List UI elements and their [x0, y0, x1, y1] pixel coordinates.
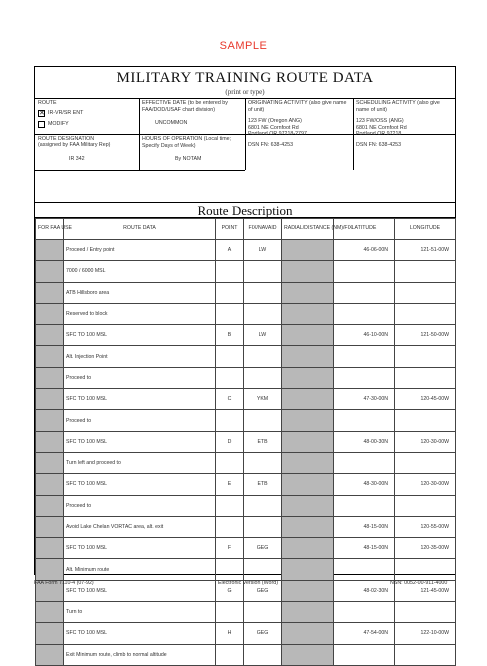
fix-cell — [244, 261, 282, 282]
longitude-cell — [395, 261, 456, 282]
radial-cell — [282, 431, 334, 452]
route-data-cell: SFC TO 100 MSL — [64, 474, 216, 495]
route-data-cell: Reserved to block — [64, 303, 216, 324]
route-label: ROUTE — [38, 100, 57, 106]
radial-cell — [282, 580, 334, 601]
latitude-cell: 46-10-00N — [334, 325, 395, 346]
radial-cell — [282, 240, 334, 261]
route-data-cell: SFC TO 100 MSL — [64, 623, 216, 644]
route-data-cell: SFC TO 100 MSL — [64, 325, 216, 346]
fix-cell — [244, 516, 282, 537]
fix-cell: GEG — [244, 623, 282, 644]
route-table-header — [36, 219, 456, 240]
route-data-cell: ATB Hillsboro area — [64, 282, 216, 303]
faa-use-cell — [36, 346, 64, 367]
originating-dsn: DSN FN: 638-4253 — [248, 142, 294, 148]
route-table — [35, 218, 456, 666]
faa-use-cell — [36, 559, 64, 580]
longitude-cell — [395, 410, 456, 431]
table-row — [36, 240, 456, 261]
longitude-cell — [395, 303, 456, 324]
table-row — [36, 367, 456, 388]
route-data-cell: Proceed to — [64, 367, 216, 388]
latitude-cell — [334, 644, 395, 665]
latitude-cell — [334, 261, 395, 282]
point-cell: E — [216, 474, 244, 495]
latitude-cell — [334, 495, 395, 516]
point-cell — [216, 516, 244, 537]
table-row — [36, 346, 456, 367]
fix-cell — [244, 644, 282, 665]
effective-date-label: EFFECTIVE DATE (to be entered by FAA/DOD/USAF chart division) — [142, 100, 228, 113]
longitude-cell — [395, 452, 456, 473]
fix-cell — [244, 346, 282, 367]
radial-cell — [282, 602, 334, 623]
radial-cell — [282, 389, 334, 410]
route-option-ir-checkbox[interactable]: ✕ — [39, 110, 45, 117]
fix-cell — [244, 495, 282, 516]
originating-activity-value: 123 FW (Oregon ANG) 6801 NE Cornfoot Rd Portland OR 97218-2797 — [248, 118, 307, 137]
table-row — [36, 261, 456, 282]
longitude-cell: 122-10-00W — [395, 623, 456, 644]
point-cell: D — [216, 431, 244, 452]
faa-use-cell — [36, 516, 64, 537]
fix-cell: GEG — [244, 580, 282, 601]
radial-cell — [282, 325, 334, 346]
col-header-radial: RADIAL/DISTANCE (NM)/FIX — [282, 219, 334, 240]
fix-cell — [244, 303, 282, 324]
longitude-cell: 120-30-00W — [395, 474, 456, 495]
table-row — [36, 538, 456, 559]
radial-cell — [282, 452, 334, 473]
route-data-cell: Alt. Minimum route — [64, 559, 216, 580]
longitude-cell: 120-30-00W — [395, 431, 456, 452]
point-cell: H — [216, 623, 244, 644]
latitude-cell: 47-30-00N — [334, 389, 395, 410]
radial-cell — [282, 559, 334, 580]
radial-cell — [282, 516, 334, 537]
table-row — [36, 602, 456, 623]
table-row — [36, 431, 456, 452]
fix-cell: YKM — [244, 389, 282, 410]
fix-cell — [244, 367, 282, 388]
longitude-cell: 121-50-00W — [395, 325, 456, 346]
point-cell — [216, 559, 244, 580]
footer-nsn: NSN: 0052-00-911-4000 — [390, 580, 448, 586]
col-header-fix-navaid: FIX/NAVAID — [244, 219, 282, 240]
latitude-cell — [334, 452, 395, 473]
longitude-cell: 121-51-00W — [395, 240, 456, 261]
table-row — [36, 623, 456, 644]
faa-use-cell — [36, 431, 64, 452]
originating-activity-label: ORIGINATING ACTIVITY (also give name of unit) — [248, 100, 347, 113]
footer-version: Electronic Version (Word) — [218, 580, 278, 586]
longitude-cell: 120-45-00W — [395, 389, 456, 410]
route-option-modify-label: MODIFY — [48, 121, 69, 127]
fix-cell: LW — [244, 325, 282, 346]
radial-cell — [282, 282, 334, 303]
col-header-latitude: LATITUDE — [334, 219, 395, 240]
point-cell — [216, 602, 244, 623]
longitude-cell: 120-55-00W — [395, 516, 456, 537]
route-data-cell: Turn left and proceed to — [64, 452, 216, 473]
fix-cell: ETB — [244, 431, 282, 452]
faa-use-cell — [36, 303, 64, 324]
route-designation-value: IR 342 — [69, 156, 85, 162]
point-cell — [216, 346, 244, 367]
latitude-cell: 48-15-00N — [334, 516, 395, 537]
route-data-cell: Proceed / Entry point — [64, 240, 216, 261]
table-row — [36, 303, 456, 324]
latitude-cell: 47-54-00N — [334, 623, 395, 644]
point-cell: A — [216, 240, 244, 261]
longitude-cell — [395, 346, 456, 367]
faa-use-cell — [36, 367, 64, 388]
faa-use-cell — [36, 389, 64, 410]
point-cell: B — [216, 325, 244, 346]
table-row — [36, 410, 456, 431]
faa-use-cell — [36, 602, 64, 623]
route-data-cell: Exit Minimum route, climb to normal altitude — [64, 644, 216, 665]
latitude-cell — [334, 303, 395, 324]
radial-cell — [282, 261, 334, 282]
route-option-modify-checkbox[interactable] — [38, 121, 45, 128]
effective-date-value: UNCOMMON — [155, 120, 188, 126]
route-data-cell: SFC TO 100 MSL — [64, 580, 216, 601]
fix-cell: ETB — [244, 474, 282, 495]
route-data-cell: Turn to — [64, 602, 216, 623]
latitude-cell — [334, 367, 395, 388]
sample-watermark: SAMPLE — [219, 40, 268, 52]
hours-of-operation-value: By NOTAM — [175, 156, 202, 162]
fix-cell — [244, 410, 282, 431]
route-data-cell: SFC TO 100 MSL — [64, 389, 216, 410]
point-cell: C — [216, 389, 244, 410]
radial-cell — [282, 495, 334, 516]
radial-cell — [282, 410, 334, 431]
fix-cell: LW — [244, 240, 282, 261]
route-data-cell: SFC TO 100 MSL — [64, 431, 216, 452]
longitude-cell: 121-45-00W — [395, 580, 456, 601]
faa-use-cell — [36, 410, 64, 431]
col-header-route-data: ROUTE DATA — [64, 219, 216, 240]
route-designation-label: ROUTE DESIGNATION — [38, 136, 95, 142]
route-data-cell: SFC TO 100 MSL — [64, 538, 216, 559]
latitude-cell — [334, 559, 395, 580]
latitude-cell: 48-02-30N — [334, 580, 395, 601]
table-row — [36, 452, 456, 473]
longitude-cell — [395, 559, 456, 580]
col-header-longitude: LONGITUDE — [395, 219, 456, 240]
scheduling-activity-value: 123 FW/OSS (ANG) 6801 NE Cornfoot Rd Portland OR 97218 — [356, 118, 407, 137]
fix-cell: GEG — [244, 538, 282, 559]
point-cell — [216, 410, 244, 431]
route-designation-note: (assigned by FAA Military Rep) — [38, 142, 111, 148]
longitude-cell — [395, 495, 456, 516]
point-cell: G — [216, 580, 244, 601]
fix-cell — [244, 282, 282, 303]
latitude-cell — [334, 602, 395, 623]
latitude-cell: 48-15-00N — [334, 538, 395, 559]
hours-of-operation-label: HOURS OF OPERATION (Local time; Specify Days of Week) — [142, 136, 232, 149]
form-title: MILITARY TRAINING ROUTE DATA — [116, 70, 374, 86]
radial-cell — [282, 303, 334, 324]
table-row — [36, 389, 456, 410]
table-row — [36, 474, 456, 495]
radial-cell — [282, 474, 334, 495]
faa-use-cell — [36, 474, 64, 495]
faa-use-cell — [36, 261, 64, 282]
fix-cell — [244, 452, 282, 473]
route-option-ir-label: IR-VR/SR ENT — [48, 110, 84, 116]
longitude-cell — [395, 602, 456, 623]
longitude-cell — [395, 644, 456, 665]
radial-cell — [282, 367, 334, 388]
point-cell: F — [216, 538, 244, 559]
table-row — [36, 325, 456, 346]
table-row — [36, 559, 456, 580]
latitude-cell — [334, 346, 395, 367]
latitude-cell — [334, 282, 395, 303]
point-cell — [216, 282, 244, 303]
radial-cell — [282, 623, 334, 644]
faa-use-cell — [36, 240, 64, 261]
point-cell — [216, 644, 244, 665]
table-row — [36, 516, 456, 537]
table-row — [36, 282, 456, 303]
fix-cell — [244, 559, 282, 580]
faa-use-cell — [36, 644, 64, 665]
col-header-faa-use: FOR FAA USE — [36, 219, 64, 240]
route-data-cell: Proceed to — [64, 410, 216, 431]
route-data-cell: 7000 / 6000 MSL — [64, 261, 216, 282]
point-cell — [216, 495, 244, 516]
faa-use-cell — [36, 495, 64, 516]
radial-cell — [282, 538, 334, 559]
scheduling-activity-label: SCHEDULING ACTIVITY (also give name of unit) — [356, 100, 440, 113]
latitude-cell — [334, 410, 395, 431]
radial-cell — [282, 346, 334, 367]
route-data-cell: Avoid Lake Chelan VORTAC area, alt. exit — [64, 516, 216, 537]
faa-use-cell — [36, 623, 64, 644]
faa-use-cell — [36, 452, 64, 473]
latitude-cell: 48-00-30N — [334, 431, 395, 452]
col-header-point: POINT — [216, 219, 244, 240]
table-row — [36, 495, 456, 516]
scheduling-dsn: DSN FN: 638-4253 — [356, 142, 402, 148]
longitude-cell — [395, 282, 456, 303]
radial-cell — [282, 644, 334, 665]
point-cell — [216, 303, 244, 324]
longitude-cell: 120-35-00W — [395, 538, 456, 559]
route-table-body — [36, 240, 456, 666]
table-row — [36, 644, 456, 665]
faa-use-cell — [36, 325, 64, 346]
route-data-cell: Proceed to — [64, 495, 216, 516]
faa-use-cell — [36, 282, 64, 303]
fix-cell — [244, 602, 282, 623]
latitude-cell: 46-06-00N — [334, 240, 395, 261]
footer-form-number: FAA Form 7110-4 (07-92) — [34, 580, 94, 586]
route-description-heading: Route Description — [35, 202, 455, 218]
point-cell — [216, 261, 244, 282]
longitude-cell — [395, 367, 456, 388]
latitude-cell: 48-30-00N — [334, 474, 395, 495]
faa-use-cell — [36, 538, 64, 559]
point-cell — [216, 367, 244, 388]
point-cell — [216, 452, 244, 473]
form-subtitle: (print or type) — [225, 88, 265, 96]
route-data-cell: Alt. Injection Point — [64, 346, 216, 367]
